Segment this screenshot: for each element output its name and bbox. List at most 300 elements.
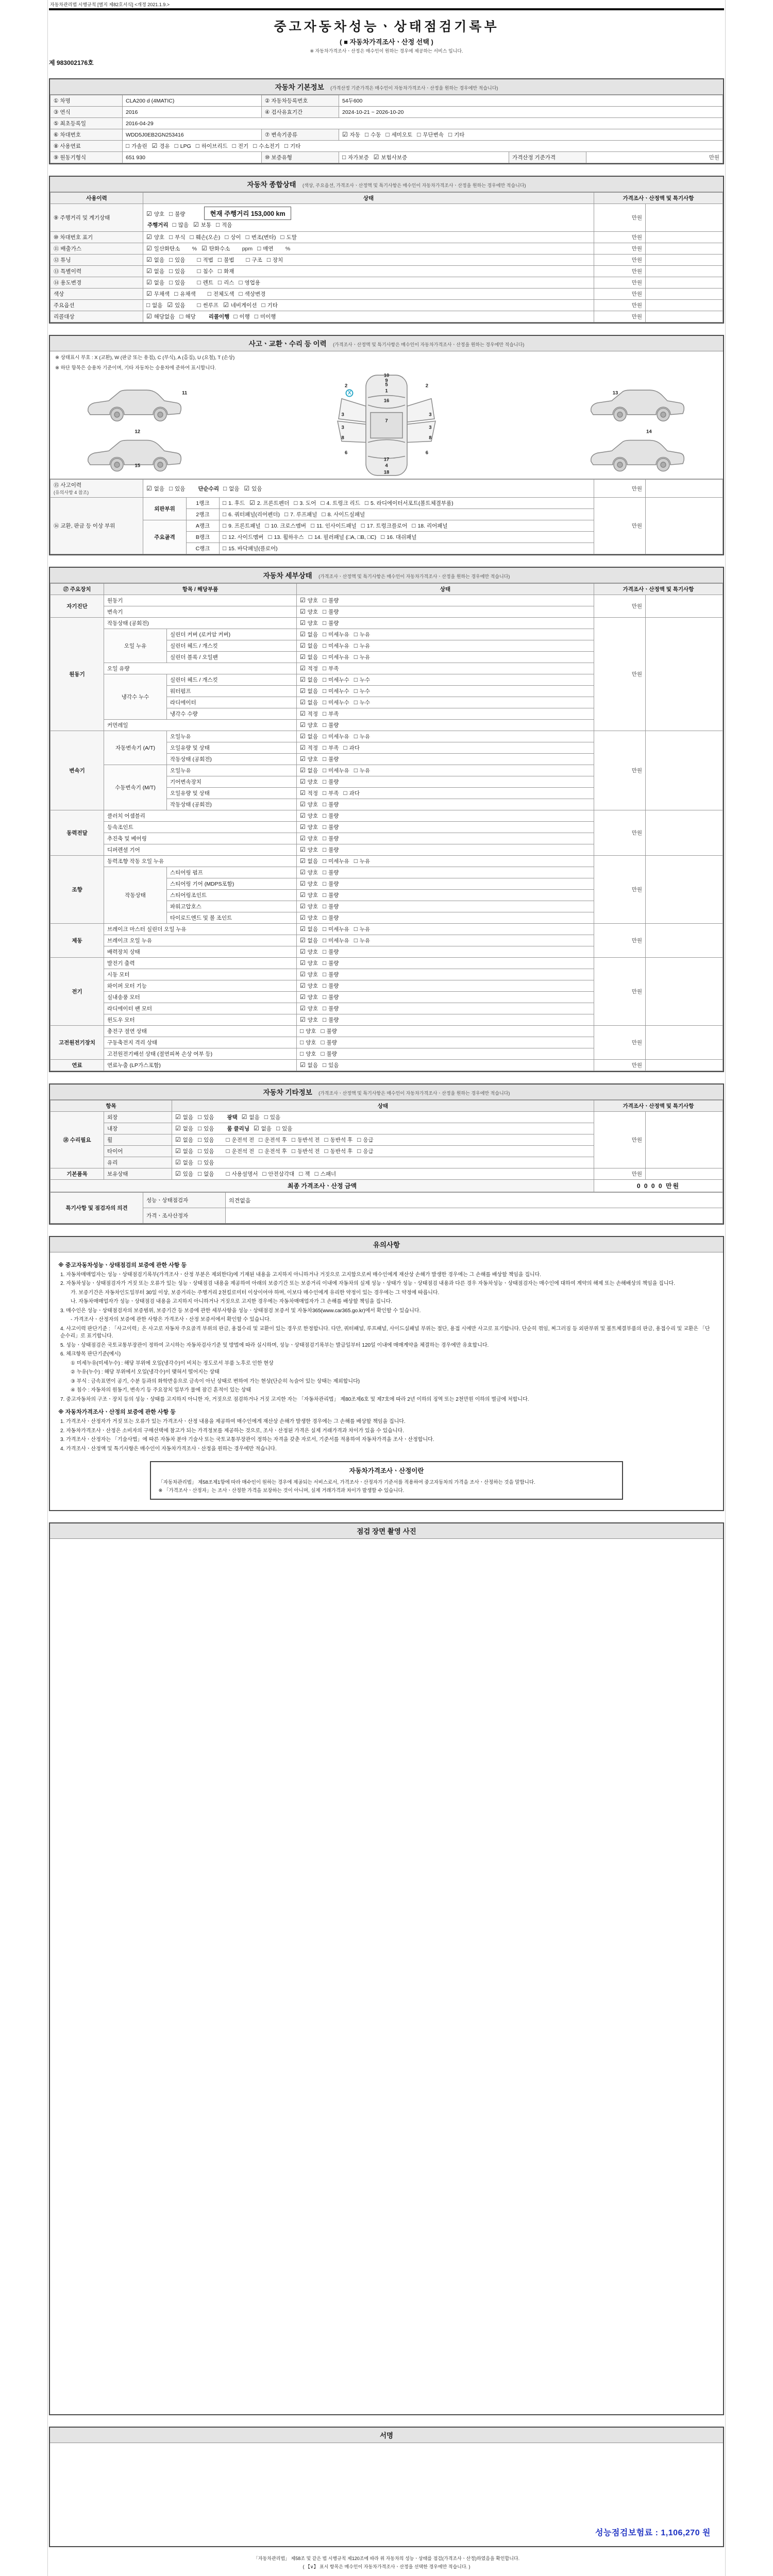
checkbox-checked[interactable]: ☑: [300, 653, 306, 660]
checkbox-unchecked[interactable]: □: [322, 812, 327, 819]
checkbox-checked[interactable]: ☑: [300, 812, 306, 819]
checkbox-unchecked[interactable]: □: [354, 653, 358, 660]
option-group: [300, 938, 375, 944]
checkbox-unchecked[interactable]: □: [343, 744, 347, 751]
check-option: [323, 994, 339, 1001]
checkbox-unchecked[interactable]: □: [322, 710, 327, 717]
checkbox-unchecked[interactable]: □: [276, 1125, 280, 1132]
checkbox-checked[interactable]: ☑: [175, 1147, 181, 1155]
checkbox-checked[interactable]: ☑: [300, 948, 306, 955]
option-group: [300, 915, 343, 921]
checkbox-unchecked[interactable]: □: [226, 1136, 230, 1143]
option-group: [300, 836, 343, 842]
checkbox-unchecked[interactable]: □: [324, 1136, 328, 1143]
option-label: 있음: [250, 485, 262, 492]
check-option: [198, 1126, 214, 1132]
check-option: [175, 1114, 193, 1121]
option-label: 양호: [306, 598, 318, 604]
checkbox-unchecked[interactable]: □: [322, 993, 327, 1001]
checkbox-unchecked[interactable]: □: [266, 256, 271, 263]
checkbox-unchecked[interactable]: □: [354, 699, 358, 706]
option-group: [300, 892, 343, 899]
checkbox-unchecked[interactable]: □: [417, 131, 421, 138]
checkbox-unchecked[interactable]: □: [321, 499, 325, 506]
checkbox-unchecked[interactable]: □: [322, 959, 327, 967]
checkbox-unchecked[interactable]: □: [291, 1136, 296, 1143]
option-label: 불량: [325, 1040, 337, 1046]
checkbox-unchecked[interactable]: □: [223, 545, 227, 552]
checkbox-unchecked[interactable]: □: [169, 210, 173, 217]
check-option: [300, 994, 318, 1001]
checkbox-checked[interactable]: ☑: [300, 925, 306, 933]
checkbox-unchecked[interactable]: □: [322, 869, 327, 876]
option-label: 없음: [259, 1126, 272, 1132]
checkbox-checked[interactable]: ☑: [146, 256, 152, 263]
check-option: [354, 654, 370, 660]
footer-line-1: 「자동차관리법」 제58조 및 같은 법 시행규칙 제120조에 따라 위 자동차의 성능ㆍ상태를 점검(가격조사ㆍ산정)하였음을 확인합니다.: [253, 2556, 520, 2561]
checkbox-unchecked[interactable]: □: [322, 511, 326, 518]
checkbox-unchecked[interactable]: □: [354, 676, 358, 683]
state-cell: [297, 788, 594, 799]
section-overall-condition: [49, 176, 724, 324]
checkbox-checked[interactable]: ☑: [253, 1125, 259, 1132]
checkbox-checked[interactable]: ☑: [300, 767, 306, 774]
panel-number: 16: [383, 398, 390, 404]
option-group: [300, 1040, 342, 1046]
option-label: 없음: [247, 1114, 260, 1121]
checkbox-unchecked[interactable]: □: [197, 301, 201, 309]
checkbox-unchecked[interactable]: □: [322, 948, 327, 955]
checkbox-checked[interactable]: ☑: [175, 1170, 181, 1177]
checkbox-unchecked[interactable]: □: [322, 925, 327, 933]
check-option: [169, 211, 185, 217]
checkbox-checked[interactable]: ☑: [300, 835, 306, 842]
rank-items: [220, 520, 594, 532]
check-option: [218, 280, 234, 286]
option-label: 불량: [327, 915, 339, 921]
checkbox-unchecked[interactable]: □: [322, 687, 327, 694]
checkbox-checked[interactable]: ☑: [146, 313, 152, 320]
checkbox-unchecked[interactable]: □: [284, 142, 289, 149]
checkbox-unchecked[interactable]: □: [223, 522, 227, 529]
checkbox-checked[interactable]: ☑: [223, 301, 229, 309]
signature-area: [50, 2443, 723, 2546]
checkbox-unchecked[interactable]: □: [262, 1170, 266, 1177]
checkbox-unchecked[interactable]: □: [198, 1136, 202, 1143]
option-group: [300, 745, 364, 751]
checkbox-checked[interactable]: ☑: [300, 665, 306, 672]
check-option: [198, 1114, 214, 1121]
checkbox-unchecked[interactable]: □: [264, 1113, 268, 1121]
checkbox-unchecked[interactable]: □: [322, 767, 327, 774]
state-cell: [297, 1003, 594, 1014]
checkbox-checked[interactable]: ☑: [300, 914, 306, 921]
tr-el: [51, 311, 723, 323]
notice-paragraph: 가. 보증기간은 자동차인도일부터 30일 이상, 보증거리는 주행거리 2천킬로미터 이상이어야 하며, 이보다 매수인에게 유리한 약정이 있는 경우에는 그 약정에 따릅니다.: [71, 1290, 440, 1296]
checkbox-unchecked[interactable]: □: [322, 699, 327, 706]
checkbox-checked[interactable]: ☑: [300, 619, 306, 626]
option-label: 불량: [327, 881, 339, 887]
checkbox-checked[interactable]: ☑: [146, 484, 152, 492]
checkbox-unchecked[interactable]: □: [261, 301, 265, 309]
check-option: [193, 222, 211, 228]
checkbox-unchecked[interactable]: □: [284, 511, 289, 518]
checkbox-unchecked[interactable]: □: [268, 533, 272, 540]
checkbox-unchecked[interactable]: □: [364, 131, 369, 138]
checkbox-checked[interactable]: ☑: [300, 597, 306, 604]
page-subtitle: ( ■ 자동차가격조사ㆍ산정 선택 ): [340, 38, 433, 46]
check-option: [321, 500, 360, 506]
checkbox-unchecked[interactable]: □: [190, 233, 194, 241]
checkbox-unchecked[interactable]: □: [364, 499, 369, 506]
checkbox-unchecked[interactable]: □: [322, 755, 327, 762]
checkbox-unchecked[interactable]: □: [300, 1039, 304, 1046]
checkbox-checked[interactable]: ☑: [300, 699, 306, 706]
usage-item-label: 리콜대상: [51, 311, 143, 323]
checkbox-unchecked[interactable]: □: [172, 221, 176, 228]
section-title: 자동차 기타정보: [263, 1089, 312, 1096]
checkbox-checked[interactable]: ☑: [300, 687, 306, 694]
checkbox-unchecked[interactable]: □: [322, 835, 327, 842]
checkbox-checked[interactable]: ☑: [175, 1136, 181, 1143]
checkbox-checked[interactable]: ☑: [300, 778, 306, 785]
usage-item-label: ⑬ 특별이력: [51, 266, 143, 277]
checkbox-unchecked[interactable]: □: [169, 279, 173, 286]
item-label: 스티어링조인트: [167, 890, 297, 901]
checkbox-unchecked[interactable]: □: [322, 801, 327, 808]
checkbox-unchecked[interactable]: □: [322, 597, 327, 604]
checkbox-checked[interactable]: ☑: [300, 710, 306, 717]
checkbox-unchecked[interactable]: □: [174, 290, 178, 297]
checkbox-unchecked[interactable]: □: [253, 142, 257, 149]
checkbox-unchecked[interactable]: □: [322, 619, 327, 626]
checkbox-checked[interactable]: ☑: [300, 971, 306, 978]
checkbox-unchecked[interactable]: □: [207, 290, 211, 297]
checkbox-unchecked[interactable]: □: [322, 653, 327, 660]
checkbox-unchecked[interactable]: □: [299, 1170, 303, 1177]
checkbox-unchecked[interactable]: □: [322, 857, 327, 865]
check-option: [300, 654, 318, 660]
checkbox-unchecked[interactable]: □: [146, 301, 150, 309]
checkbox-checked[interactable]: ☑: [300, 846, 306, 853]
checkbox-unchecked[interactable]: □: [322, 789, 327, 796]
checkbox-unchecked[interactable]: □: [265, 522, 269, 529]
checkbox-unchecked[interactable]: □: [314, 1170, 318, 1177]
check-option: [254, 1126, 272, 1132]
check-option: [259, 1137, 287, 1143]
span-el: [226, 1171, 348, 1177]
checkbox-checked[interactable]: ☑: [175, 1159, 181, 1166]
state-cell: [143, 289, 594, 300]
checkbox-unchecked[interactable]: □: [412, 522, 416, 529]
checkbox-unchecked[interactable]: □: [321, 1050, 325, 1057]
checkbox-unchecked[interactable]: □: [322, 1005, 327, 1012]
panel-number: 7: [385, 418, 388, 424]
checkbox-unchecked[interactable]: □: [322, 1061, 327, 1069]
option-label: 미이행: [259, 314, 276, 320]
checkbox-unchecked[interactable]: □: [322, 631, 327, 638]
checkbox-unchecked[interactable]: □: [322, 665, 327, 672]
state-cell: [297, 720, 594, 731]
checkbox-checked[interactable]: ☑: [175, 1125, 181, 1132]
panel-number: 11: [182, 390, 188, 396]
checkbox-unchecked[interactable]: □: [294, 499, 298, 506]
checkbox-unchecked[interactable]: □: [217, 267, 222, 275]
checkbox-unchecked[interactable]: □: [223, 533, 227, 540]
checkbox-checked[interactable]: ☑: [146, 267, 152, 275]
checkbox-unchecked[interactable]: □: [310, 522, 315, 529]
checkbox-unchecked[interactable]: □: [354, 767, 358, 774]
option-label: 안전삼각대: [266, 1171, 295, 1177]
checkbox-checked[interactable]: ☑: [300, 959, 306, 967]
checkbox-unchecked[interactable]: □: [322, 676, 327, 683]
option-group: [300, 711, 343, 717]
checkbox-unchecked[interactable]: □: [322, 880, 327, 887]
check-option: [146, 257, 164, 263]
checkbox-unchecked[interactable]: □: [179, 313, 183, 320]
checkbox-checked[interactable]: ☑: [300, 608, 306, 615]
checkbox-checked[interactable]: ☑: [146, 245, 152, 252]
checkbox-checked[interactable]: ☑: [300, 982, 306, 989]
checkbox-checked[interactable]: ☑: [146, 290, 152, 297]
checkbox-unchecked[interactable]: □: [259, 1147, 263, 1155]
check-option: [208, 291, 234, 297]
checkbox-unchecked[interactable]: □: [354, 857, 358, 865]
check-option: [323, 677, 349, 683]
checkbox-checked[interactable]: ☑: [300, 801, 306, 808]
checkbox-unchecked[interactable]: □: [300, 1050, 304, 1057]
tbody-el: [51, 193, 723, 323]
checkbox-unchecked[interactable]: □: [169, 233, 173, 241]
checkbox-unchecked[interactable]: □: [226, 1147, 230, 1155]
option-label: 가솔린: [130, 143, 147, 149]
checkbox-unchecked[interactable]: □: [357, 1136, 361, 1143]
check-option: [146, 302, 162, 309]
checkbox-unchecked[interactable]: □: [259, 1136, 263, 1143]
option-group: [146, 234, 301, 241]
span-el: [146, 291, 277, 297]
checkbox-checked[interactable]: ☑: [300, 857, 306, 865]
checkbox-checked[interactable]: ☑: [300, 937, 306, 944]
checkbox-unchecked[interactable]: □: [354, 631, 358, 638]
checkbox-unchecked[interactable]: □: [322, 778, 327, 785]
measure-blank: %: [273, 246, 291, 252]
check-option: [300, 677, 318, 683]
checkbox-checked[interactable]: ☑: [342, 131, 348, 138]
span-el: [175, 1114, 226, 1121]
item-label: 오일유량 및 상태: [167, 788, 297, 799]
checkbox-checked[interactable]: ☑: [300, 676, 306, 683]
checkbox-unchecked[interactable]: □: [354, 925, 358, 933]
checkbox-unchecked[interactable]: □: [322, 914, 327, 921]
checkbox-checked[interactable]: ☑: [300, 744, 306, 751]
checkbox-unchecked[interactable]: □: [308, 533, 312, 540]
checkbox-unchecked[interactable]: □: [198, 1170, 202, 1177]
checkbox-unchecked[interactable]: □: [246, 256, 250, 263]
checkbox-checked[interactable]: ☑: [300, 891, 306, 899]
checkbox-unchecked[interactable]: □: [239, 279, 243, 286]
option-label: 누유: [358, 926, 371, 933]
checkbox-unchecked[interactable]: □: [322, 1016, 327, 1023]
checkbox-checked[interactable]: ☑: [146, 233, 152, 241]
option-group: [300, 949, 343, 955]
checkbox-unchecked[interactable]: □: [354, 733, 358, 740]
option-group: [300, 813, 343, 819]
checkbox-unchecked[interactable]: □: [254, 313, 259, 320]
checkbox-unchecked[interactable]: □: [321, 1039, 325, 1046]
checkbox-checked[interactable]: ☑: [175, 1113, 181, 1121]
checkbox-unchecked[interactable]: □: [322, 982, 327, 989]
checkbox-checked[interactable]: ☑: [300, 642, 306, 649]
checkbox-unchecked[interactable]: □: [197, 256, 201, 263]
checkbox-unchecked[interactable]: □: [354, 937, 358, 944]
checkbox-unchecked[interactable]: □: [198, 1147, 202, 1155]
checkbox-checked[interactable]: ☑: [300, 733, 306, 740]
span-el: [300, 756, 350, 762]
checkbox-checked[interactable]: ☑: [146, 210, 152, 217]
checkbox-checked[interactable]: ☑: [300, 880, 306, 887]
checkbox-unchecked[interactable]: □: [223, 511, 227, 518]
panel-number: 3: [429, 425, 432, 431]
state-cell: [143, 255, 594, 266]
checkbox-unchecked[interactable]: □: [343, 789, 347, 796]
checkbox-checked[interactable]: ☑: [241, 1113, 247, 1121]
checkbox-unchecked[interactable]: □: [226, 1170, 230, 1177]
checkbox-unchecked[interactable]: □: [342, 154, 346, 161]
current-mileage-box: 현재 주행거리 153,000 km: [204, 207, 291, 220]
checkbox-unchecked[interactable]: □: [322, 744, 327, 751]
checkbox-checked[interactable]: ☑: [300, 1016, 306, 1023]
checkbox-checked[interactable]: ☑: [193, 221, 199, 228]
checkbox-unchecked[interactable]: □: [322, 903, 327, 910]
option-label: 양호: [304, 1051, 316, 1057]
checkbox-unchecked[interactable]: □: [223, 484, 227, 492]
state-cell: [143, 311, 594, 323]
remark-cell: [645, 311, 722, 323]
checkbox-unchecked[interactable]: □: [197, 279, 201, 286]
checkbox-unchecked[interactable]: □: [197, 267, 201, 275]
checkbox-checked[interactable]: ☑: [146, 279, 152, 286]
checkbox-unchecked[interactable]: □: [169, 484, 173, 492]
checkbox-unchecked[interactable]: □: [245, 233, 249, 241]
checkbox-unchecked[interactable]: □: [324, 1147, 328, 1155]
item-label: 변속기: [104, 606, 297, 618]
checkbox-unchecked[interactable]: □: [354, 687, 358, 694]
checkbox-checked[interactable]: ☑: [249, 499, 255, 506]
span-el: [300, 620, 350, 626]
rank-items: [220, 543, 594, 554]
checkbox-unchecked[interactable]: □: [169, 256, 173, 263]
checkbox-unchecked[interactable]: □: [300, 1027, 304, 1035]
checkbox-checked[interactable]: ☑: [373, 154, 379, 161]
checkbox-unchecked[interactable]: □: [381, 533, 385, 540]
check-option: [385, 132, 412, 138]
checkbox-checked[interactable]: ☑: [300, 721, 306, 728]
checkbox-checked[interactable]: ☑: [300, 993, 306, 1001]
check-option: [146, 291, 170, 297]
checkbox-unchecked[interactable]: □: [195, 142, 200, 149]
checkbox-unchecked[interactable]: □: [357, 1147, 361, 1155]
check-option: [223, 512, 280, 518]
checkbox-checked[interactable]: ☑: [152, 142, 158, 149]
checkbox-checked[interactable]: ☑: [300, 823, 306, 831]
checkbox-checked[interactable]: ☑: [300, 1005, 306, 1012]
tbody-el: [51, 1193, 723, 1224]
check-option: [323, 722, 339, 728]
checkbox-unchecked[interactable]: □: [321, 1027, 325, 1035]
checkbox-checked[interactable]: ☑: [300, 903, 306, 910]
section-header-signature: [50, 2428, 723, 2443]
checkbox-unchecked[interactable]: □: [322, 721, 327, 728]
checkbox-unchecked[interactable]: □: [225, 233, 229, 241]
checkbox-checked[interactable]: ☑: [201, 245, 207, 252]
checkbox-checked[interactable]: ☑: [300, 789, 306, 796]
checkbox-unchecked[interactable]: □: [233, 313, 238, 320]
checkbox-unchecked[interactable]: □: [198, 1113, 202, 1121]
checkbox-unchecked[interactable]: □: [361, 522, 365, 529]
checkbox-unchecked[interactable]: □: [232, 142, 236, 149]
checkbox-checked[interactable]: ☑: [300, 869, 306, 876]
col-header-state: 상태: [143, 193, 594, 204]
option-label: 미세누유: [327, 768, 349, 774]
device-group-label: 변속기: [51, 731, 104, 810]
checkbox-unchecked[interactable]: □: [322, 642, 327, 649]
item-label: 브레이크 오일 누유: [104, 935, 297, 946]
checkbox-unchecked[interactable]: □: [354, 642, 358, 649]
checkbox-unchecked[interactable]: □: [257, 245, 261, 252]
checkbox-unchecked[interactable]: □: [291, 1147, 296, 1155]
checkbox-unchecked[interactable]: □: [280, 233, 284, 241]
checkbox-unchecked[interactable]: □: [322, 846, 327, 853]
checkbox-checked[interactable]: ☑: [167, 301, 173, 309]
checkbox-unchecked[interactable]: □: [322, 937, 327, 944]
checkbox-unchecked[interactable]: □: [169, 267, 173, 275]
option-label: 없음: [181, 1160, 193, 1166]
check-option: [354, 700, 370, 706]
checkbox-unchecked[interactable]: □: [217, 256, 222, 263]
checkbox-unchecked[interactable]: □: [322, 733, 327, 740]
checkbox-checked[interactable]: ☑: [300, 755, 306, 762]
checkbox-unchecked[interactable]: □: [239, 290, 243, 297]
checkbox-unchecked[interactable]: □: [174, 142, 178, 149]
check-option: [323, 620, 339, 626]
state-cell: [297, 822, 594, 833]
checkbox-unchecked[interactable]: □: [223, 499, 227, 506]
checkbox-unchecked[interactable]: □: [322, 891, 327, 899]
checkbox-checked[interactable]: ☑: [300, 1061, 306, 1069]
checkbox-unchecked[interactable]: □: [198, 1125, 202, 1132]
checkbox-unchecked[interactable]: □: [385, 131, 390, 138]
checkbox-checked[interactable]: ☑: [300, 631, 306, 638]
option-label: 14. 필러패널 (□A, □B, □C): [312, 534, 377, 540]
check-option: [197, 268, 213, 275]
price-estimate-cell: 만원: [594, 1026, 645, 1060]
checkbox-checked[interactable]: ☑: [244, 484, 250, 492]
checkbox-unchecked[interactable]: □: [198, 1159, 202, 1166]
checkbox-unchecked[interactable]: □: [448, 131, 452, 138]
checkbox-unchecked[interactable]: □: [322, 971, 327, 978]
option-label: 없음: [306, 938, 318, 944]
checkbox-unchecked[interactable]: □: [217, 279, 222, 286]
check-option: [223, 534, 263, 540]
option-group: [197, 302, 282, 309]
checkbox-unchecked[interactable]: □: [322, 608, 327, 615]
option-label: 불량: [327, 722, 339, 728]
checkbox-unchecked[interactable]: □: [322, 823, 327, 831]
notice-paragraph: 6. 체크항목 판단기준(예시): [60, 1351, 121, 1358]
checkbox-unchecked[interactable]: □: [126, 142, 130, 149]
checkbox-unchecked[interactable]: □: [216, 221, 220, 228]
